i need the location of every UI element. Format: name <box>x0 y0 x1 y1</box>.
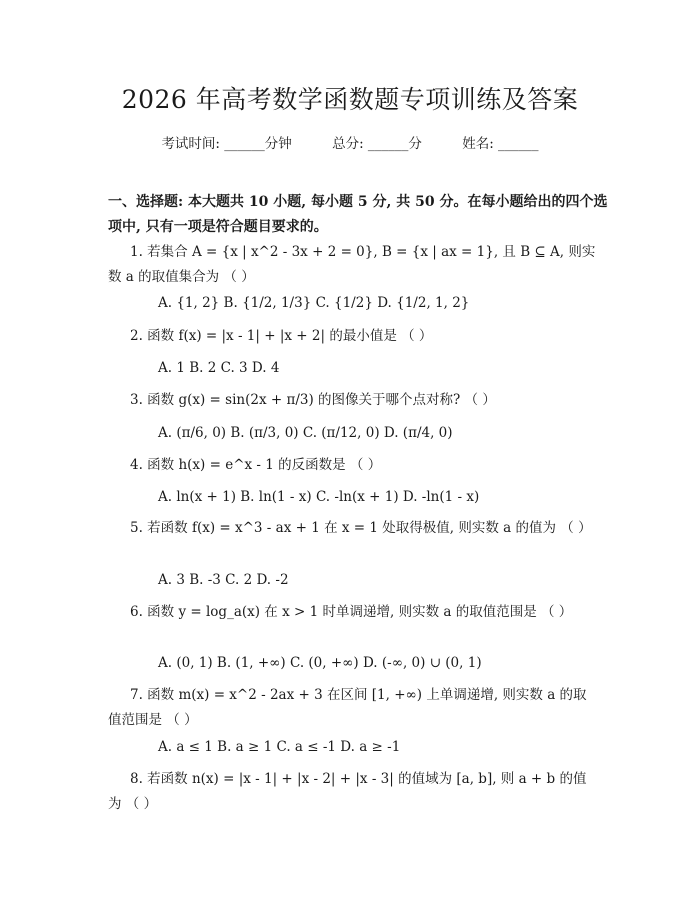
question-7: 7. 函数 m(x) = x^2 - 2ax + 3 在区间 [1, +∞) 上单调递增, 则实数 a 的取值范围是 （ ） <box>108 687 587 728</box>
question-1: 1. 若集合 A = {x | x^2 - 3x + 2 = 0}, B = {x | ax = 1}, 且 B ⊆ A, 则实数 a 的取值集合为 （ ） <box>108 244 596 285</box>
exam-info-line <box>0 132 700 152</box>
question-2-options: A. 1 B. 2 C. 3 D. 4 <box>158 360 280 376</box>
question-6: 6. 函数 y = log_a(x) 在 x > 1 时单调递增, 则实数 a 的取值范围是 （ ） <box>130 604 573 620</box>
question-8: 8. 若函数 n(x) = |x - 1| + |x - 2| + |x - 3| 的值域为 [a, b], 则 a + b 的值为 （ ） <box>108 771 587 812</box>
exam-time-field: 考试时间: ______分钟 <box>161 136 292 152</box>
student-name-field: 姓名: ______ <box>462 136 539 152</box>
question-6-options: A. (0, 1) B. (1, +∞) C. (0, +∞) D. (-∞, 0) ∪ (0, 1) <box>158 655 482 671</box>
question-5-options: A. 3 B. -3 C. 2 D. -2 <box>158 572 289 588</box>
question-3-options: A. (π/6, 0) B. (π/3, 0) C. (π/12, 0) D. (π/4, 0) <box>158 425 453 441</box>
total-score-field: 总分: ______分 <box>332 136 422 152</box>
question-2: 2. 函数 f(x) = |x - 1| + |x + 2| 的最小值是 （ ） <box>130 328 433 344</box>
question-4: 4. 函数 h(x) = e^x - 1 的反函数是 （ ） <box>130 457 382 473</box>
section-heading: 一、选择题: 本大题共 10 小题, 每小题 5 分, 共 50 分。在每小题给出的四个选项中, 只有一项是符合题目要求的。 <box>108 194 608 235</box>
question-4-options: A. ln(x + 1) B. ln(1 - x) C. -ln(x + 1) D. -ln(1 - x) <box>158 489 480 505</box>
question-1-options: A. {1, 2} B. {1/2, 1/3} C. {1/2} D. {1/2, 1, 2} <box>158 295 470 311</box>
question-5: 5. 若函数 f(x) = x^3 - ax + 1 在 x = 1 处取得极值, 则实数 a 的值为 （ ） <box>130 520 592 536</box>
question-7-options: A. a ≤ 1 B. a ≥ 1 C. a ≤ -1 D. a ≥ -1 <box>158 739 401 755</box>
question-3: 3. 函数 g(x) = sin(2x + π/3) 的图像关于哪个点对称? （ ） <box>130 392 496 408</box>
page-title: 2026 年高考数学函数题专项训练及答案 <box>121 85 579 114</box>
